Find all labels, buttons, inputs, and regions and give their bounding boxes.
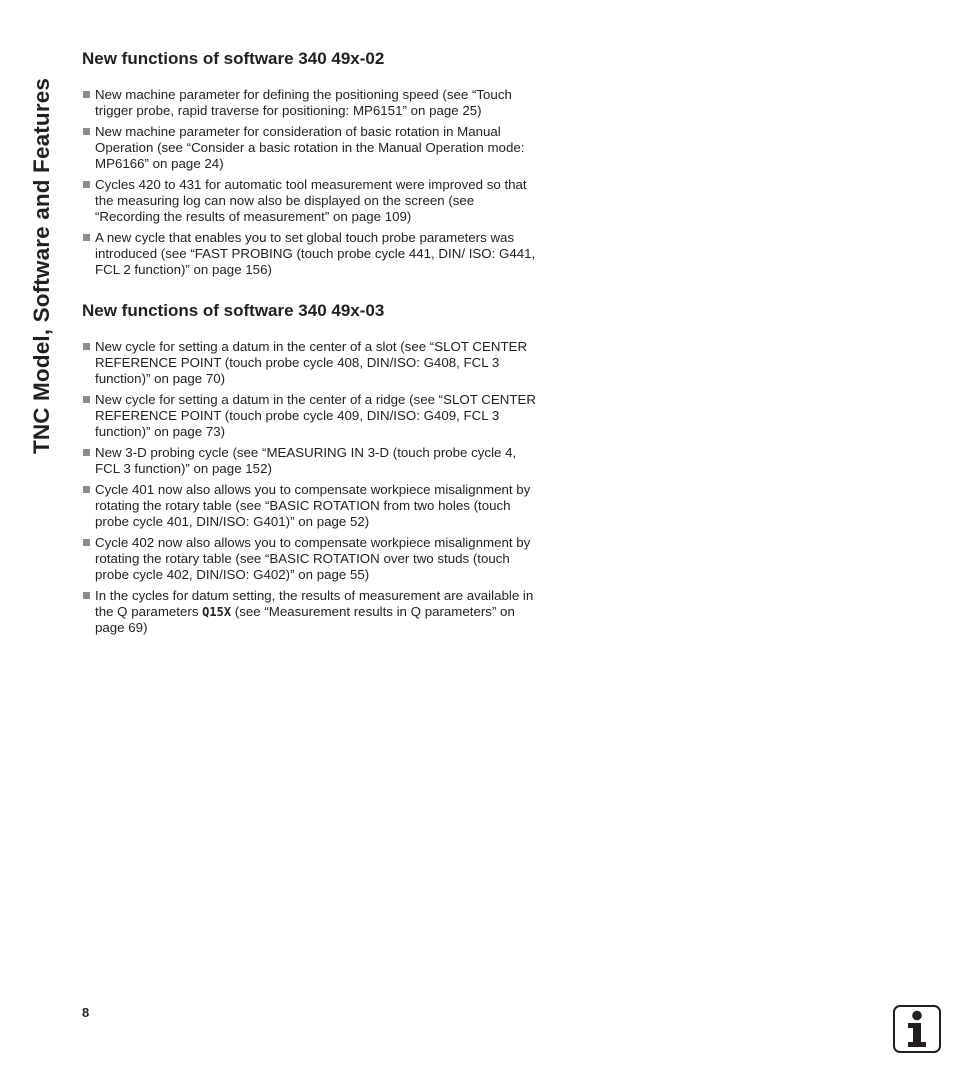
list-item-text: New 3-D probing cycle (see “MEASURING IN 3-D (touch probe cycle 4, FCL 3 function)” on page 152)	[95, 445, 517, 476]
bullet-square-icon	[83, 234, 90, 241]
page-number: 8	[82, 1005, 90, 1020]
list-item	[82, 177, 542, 225]
feature-list-49x-02	[82, 87, 542, 278]
bullet-square-icon	[83, 396, 90, 403]
side-chapter-title	[22, 52, 62, 480]
list-item	[82, 535, 542, 583]
list-item	[82, 588, 542, 636]
bullet-square-icon	[83, 91, 90, 98]
info-glyph-icon	[902, 1010, 932, 1048]
list-item	[82, 392, 542, 440]
list-item-text: New machine parameter for defining the positioning speed (see “Touch trigger probe, rapid traverse for positioning: MP6151” on page 25)	[95, 87, 512, 118]
list-item	[82, 124, 542, 172]
list-item-text: Cycle 401 now also allows you to compensate workpiece misalignment by rotating the rotary table (see “BASIC ROTATION from two holes (touch probe cycle 401, DIN/ISO: G401)” on page 52)	[95, 482, 531, 529]
list-item-text-before: In the cycles for datum setting, the results of measurement are available in the Q parameters	[95, 588, 534, 619]
list-item-text: New machine parameter for consideration of basic rotation in Manual Operation (see “Consider a basic rotation in the Manual Operation mode: MP6166” on page 24)	[95, 124, 525, 171]
list-item	[82, 482, 542, 530]
feature-list-49x-03	[82, 339, 542, 636]
side-chapter-title-text: TNC Model, Software and Features	[29, 77, 55, 455]
section-heading-49x-03: New functions of software 340 49x-03	[82, 301, 385, 320]
bullet-square-icon	[83, 181, 90, 188]
list-item-text-after: (see “Measurement results in Q parameters” on page 69)	[95, 604, 515, 635]
bullet-square-icon	[83, 592, 90, 599]
list-item	[82, 339, 542, 387]
bullet-square-icon	[83, 343, 90, 350]
list-item-text: New cycle for setting a datum in the center of a slot (see “SLOT CENTER REFERENCE POINT (touch probe cycle 408, DIN/ISO: G408, FCL 3 function)” on page 70)	[95, 339, 528, 386]
list-item-text: Cycle 402 now also allows you to compensate workpiece misalignment by rotating the rotary table (see “BASIC ROTATION over two studs (touch probe cycle 402, DIN/ISO: G402)” on page 55)	[95, 535, 531, 582]
list-item	[82, 87, 542, 119]
bullet-square-icon	[83, 449, 90, 456]
list-item	[82, 445, 542, 477]
page-content	[82, 48, 542, 641]
bullet-square-icon	[83, 486, 90, 493]
list-item-text: Cycles 420 to 431 for automatic tool measurement were improved so that the measuring log can now also be displayed on the screen (see “Recording the results of measurement” on page 109)	[95, 177, 527, 224]
bullet-square-icon	[83, 539, 90, 546]
info-icon	[893, 1005, 941, 1053]
q-parameter-code: Q15X	[202, 605, 232, 619]
list-item-text: A new cycle that enables you to set global touch probe parameters was introduced (see “FAST PROBING (touch probe cycle 441, DIN/ ISO: G441, FCL 2 function)” on page 156)	[95, 230, 536, 277]
list-item-text: New cycle for setting a datum in the center of a ridge (see “SLOT CENTER REFERENCE POINT (touch probe cycle 409, DIN/ISO: G409, FCL 3 function)” on page 73)	[95, 392, 536, 439]
section-heading-49x-02: New functions of software 340 49x-02	[82, 49, 385, 68]
bullet-square-icon	[83, 128, 90, 135]
list-item	[82, 230, 542, 278]
